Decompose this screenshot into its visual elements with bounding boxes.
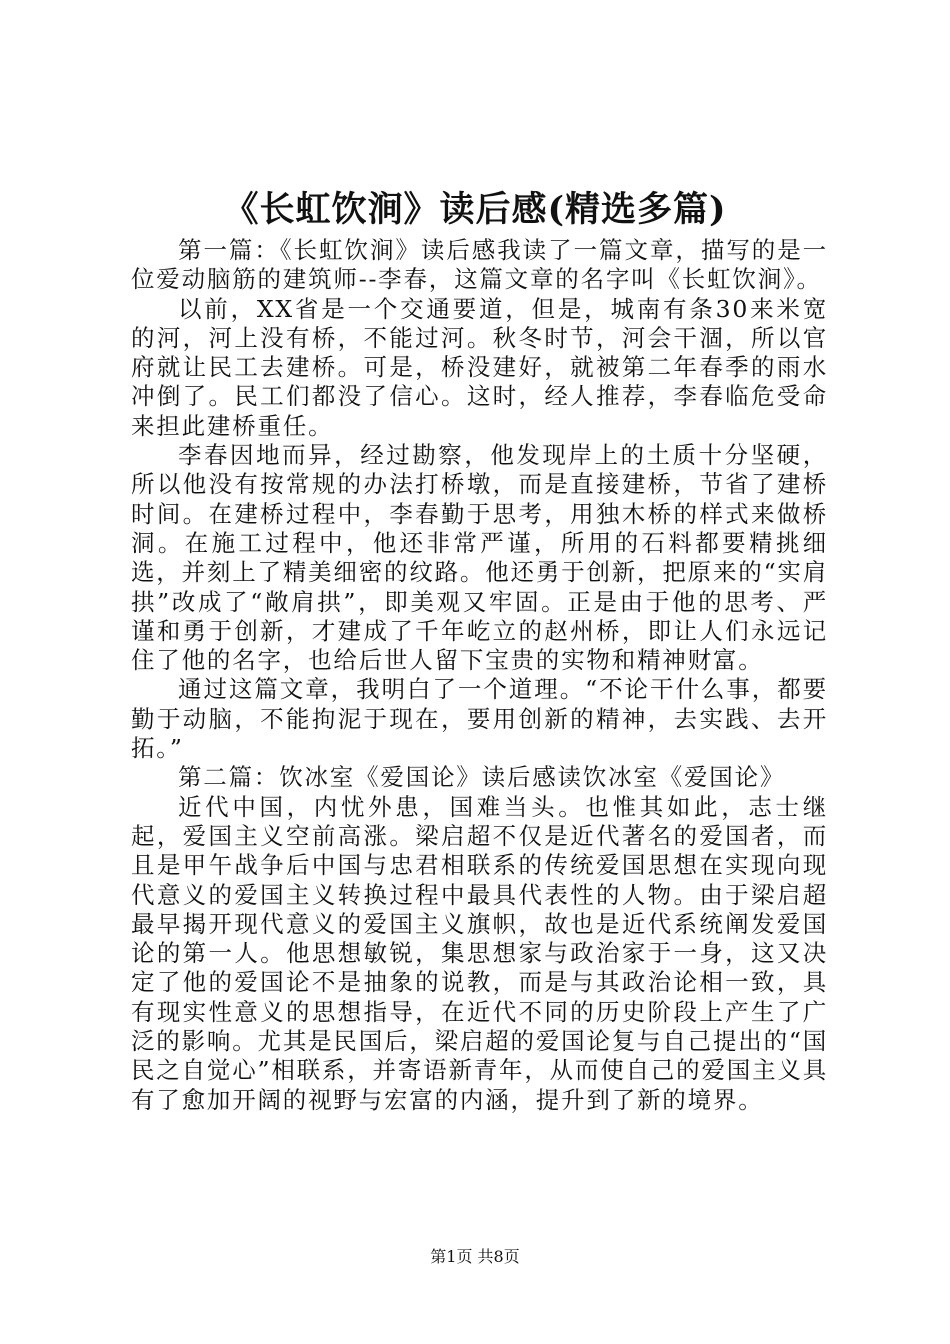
section-heading: 第二篇：饮冰室《爱国论》读后感读饮冰室《爱国论》 (178, 763, 786, 792)
paragraph: 以前，XX省是一个交通要道，但是，城南有条30来米宽的河，河上没有桥，不能过河。秋冬时节，河会干涸，所以官府就让民工去建桥。可是，桥没建好，就被第二年春季的雨水冲倒了。民工们都没了信心。这时，经人推荐，李春临危受命来担此建桥重任。 (131, 294, 828, 440)
paragraph: 通过这篇文章，我明白了一个道理。“不论干什么事，都要勤于动脑，不能拘泥于现在，要用创新的精神，去实践、去开拓。” (131, 675, 828, 763)
document-title: 《长虹饮涧》读后感(精选多篇) (223, 189, 727, 230)
paragraph: 近代中国，内忧外患，国难当头。也惟其如此，志士继起，爱国主义空前高涨。梁启超不仅是近代著名的爱国者，而且是甲午战争后中国与忠君相联系的传统爱国思想在实现向现代意义的爱国主义转换过程中最具代表性的人物。由于梁启超最早揭开现代意义的爱国主义旗帜，故也是近代系统阐发爱国论的第一人。他思想敏锐，集思想家与政治家于一身，这又决定了他的爱国论不是抽象的说教，而是与其政治论相一致，具有现实性意义的思想指导，在近代不同的历史阶段上产生了广泛的影响。尤其是民国后，梁启超的爱国论复与自己提出的“国民之自觉心”相联系，并寄语新青年，从而使自己的爱国主义具有了愈加开阔的视野与宏富的内涵，提升到了新的境界。 (131, 792, 828, 1114)
paragraph: 李春因地而异，经过勘察，他发现岸上的土质十分坚硬，所以他没有按常规的办法打桥墩，而是直接建桥，节省了建桥时间。在建桥过程中，李春勤于思考，用独木桥的样式来做桥洞。在施工过程中，他还非常严谨，所用的石料都要精挑细选，并刻上了精美细密的纹路。他还勇于创新，把原来的“实肩拱”改成了“敞肩拱”，即美观又牢固。正是由于他的思考、严谨和勇于创新，才建成了千年屹立的赵州桥，即让人们永远记住了他的名字，也给后世人留下宝贵的实物和精神财富。 (131, 441, 828, 675)
page-number: 第1页 (430, 1247, 473, 1266)
document-body (131, 236, 828, 1115)
paragraph: 第一篇：《长虹饮涧》读后感我读了一篇文章，描写的是一位爱动脑筋的建筑师--李春，这篇文章的名字叫《长虹饮涧》。 (131, 236, 828, 294)
page-total: 共8页 (477, 1247, 520, 1266)
page-footer (0, 1246, 950, 1268)
